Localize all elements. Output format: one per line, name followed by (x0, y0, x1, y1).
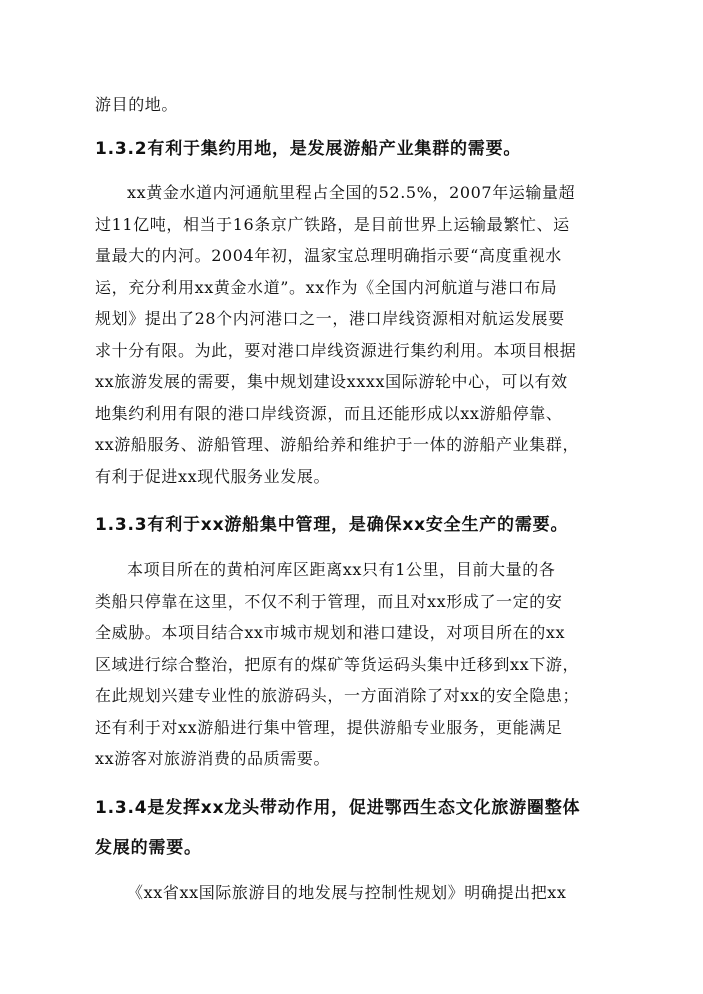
section-heading-1-3-3: 1.3.3有利于xx游船集中管理，是确保xx安全生产的需要。 (95, 515, 569, 535)
text-line: 类船只停靠在这里，不仅不利于管理，而且对xx形成了一定的安 (95, 592, 563, 611)
text-line: 还有利于对xx游船进行集中管理，提供游船专业服务，更能满足 (95, 718, 563, 737)
text-line: 过11亿吨，相当于16条京广铁路，是目前世界上运输最繁忙、运 (95, 215, 570, 234)
text-line: 区域进行综合整治，把原有的煤矿等货运码头集中迁移到xx下游， (95, 655, 580, 674)
text-line: 在此规划兴建专业性的旅游码头，一方面消除了对xx的安全隐患； (95, 686, 580, 705)
text-line: 全威胁。本项目结合xx市城市规划和港口建设，对项目所在的xx (95, 623, 566, 642)
text-line: 运，充分利用xx黄金水道”。xx作为《全国内河航道与港口布局 (95, 278, 558, 297)
section-heading-1-3-4: 1.3.4是发挥xx龙头带动作用，促进鄂西生态文化旅游圈整体 (95, 798, 581, 818)
text-line: 本项目所在的黄柏河库区距离xx只有1公里，目前大量的各 (127, 560, 556, 579)
section-heading-1-3-2: 1.3.2有利于集约用地，是发展游船产业集群的需要。 (95, 139, 522, 159)
text-line: xx黄金水道内河通航里程占全国的52.5%，2007年运输量超 (127, 183, 576, 202)
text-line: 规划》提出了28个内河港口之一，港口岸线资源相对航运发展要 (95, 309, 565, 328)
text-line: xx游客对旅游消费的品质需要。 (95, 749, 331, 768)
text-line: 求十分有限。为此，要对港口岸线资源进行集约利用。本项目根据 (95, 341, 577, 360)
text-line: xx旅游发展的需要，集中规划建设xxxx国际游轮中心，可以有效 (95, 372, 568, 391)
text-line: 地集约利用有限的港口岸线资源，而且还能形成以xx游船停靠、 (95, 404, 563, 423)
text-line: 游目的地。 (95, 95, 179, 114)
section-heading-1-3-4-cont: 发展的需要。 (95, 838, 202, 858)
text-line: xx游船服务、游船管理、游船给养和维护于一体的游船产业集群， (95, 435, 580, 454)
text-line: 《xx省xx国际旅游目的地发展与控制性规划》明确提出把xx (127, 883, 567, 902)
text-line: 量最大的内河。2004年初，温家宝总理明确指示要“高度重视水 (95, 246, 562, 265)
text-line: 有利于促进xx现代服务业发展。 (95, 467, 331, 486)
